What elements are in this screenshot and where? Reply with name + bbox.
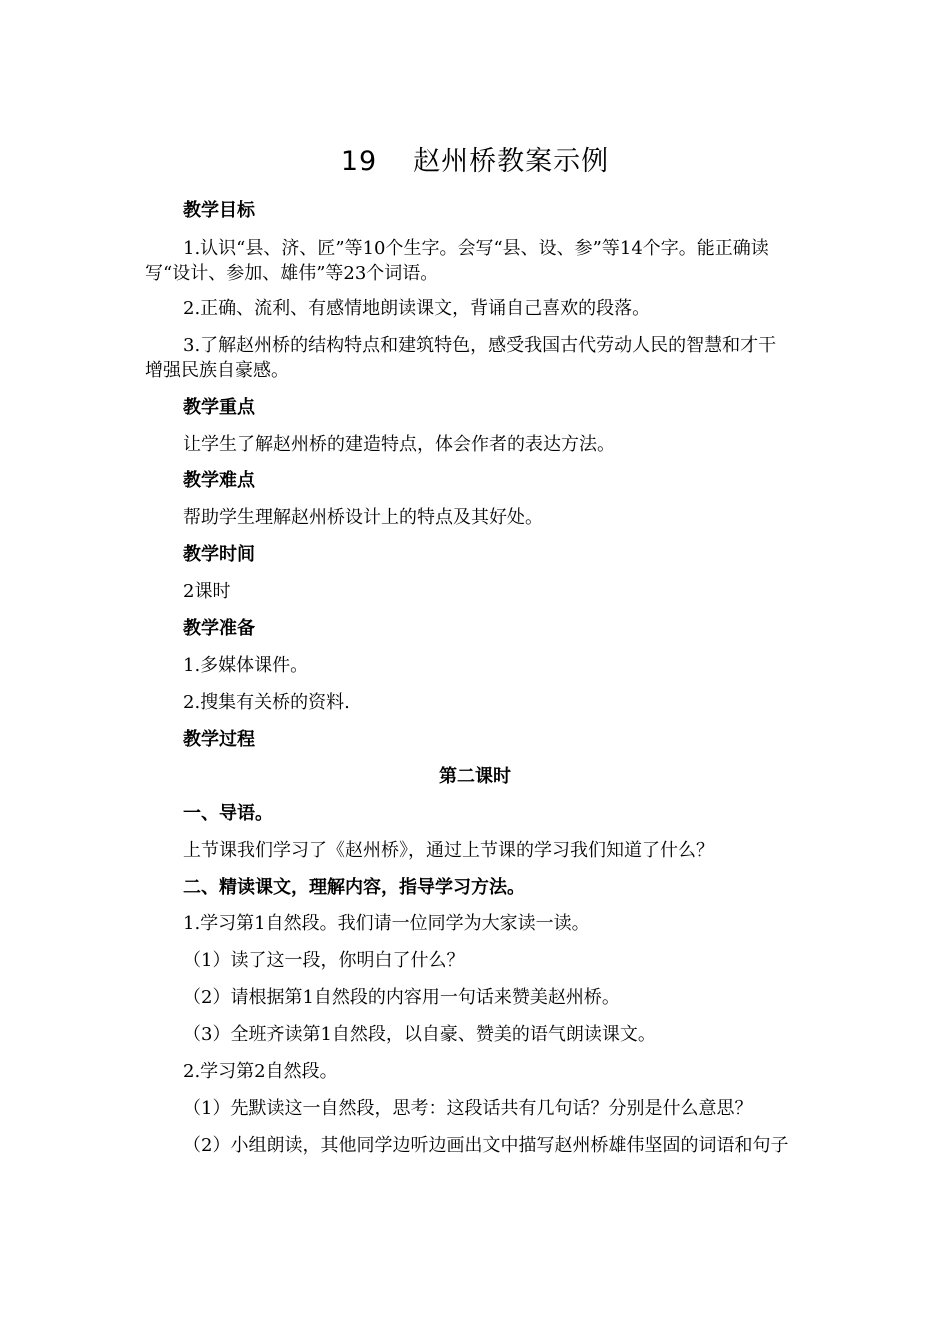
time-heading: 教学时间	[183, 544, 255, 565]
title-text: 赵州桥教案示例	[413, 146, 610, 177]
section-2-heading: 二、精读课文，理解内容，指导学习方法。	[183, 877, 525, 898]
lesson-heading: 第二课时	[439, 766, 511, 787]
step-1-question-1: （1）读了这一段，你明白了什么？	[183, 950, 465, 971]
step-1-question-2: （2）请根据第1自然段的内容用一句话来赞美赵州桥。	[183, 987, 620, 1008]
step-1: 1.学习第1自然段。我们请一位同学为大家读一读。	[183, 913, 590, 934]
difficulty-text: 帮助学生理解赵州桥设计上的特点及其好处。	[183, 507, 543, 528]
objectives-heading: 教学目标	[183, 200, 255, 221]
time-text: 2课时	[183, 581, 231, 602]
step-2: 2.学习第2自然段。	[183, 1061, 338, 1082]
objective-1-line-1: 1.认识“县、济、匠”等10个生字。会写“县、设、参”等14个字。能正确读	[183, 238, 769, 259]
objective-3-line-1: 3.了解赵州桥的结构特点和建筑特色，感受我国古代劳动人民的智慧和才干	[183, 335, 777, 356]
step-2-question-2: （2）小组朗读，其他同学边听边画出文中描写赵州桥雄伟坚固的词语和句子	[183, 1135, 789, 1156]
lesson-number: 19	[340, 146, 378, 177]
preparation-item-1: 1.多媒体课件。	[183, 655, 309, 676]
section-1-text: 上节课我们学习了《赵州桥》，通过上节课的学习我们知道了什么？	[183, 840, 714, 861]
process-heading: 教学过程	[183, 729, 255, 750]
preparation-item-2: 2.搜集有关桥的资料.	[183, 692, 350, 713]
step-1-question-3: （3）全班齐读第1自然段，以自豪、赞美的语气朗读课文。	[183, 1024, 656, 1045]
objective-1-line-2: 写“设计、参加、雄伟”等23个词语。	[145, 263, 439, 284]
difficulty-heading: 教学难点	[183, 470, 255, 491]
objective-3-line-2: 增强民族自豪感。	[145, 360, 289, 381]
document-title	[0, 142, 950, 182]
preparation-heading: 教学准备	[183, 618, 255, 639]
key-points-heading: 教学重点	[183, 397, 255, 418]
key-points-text: 让学生了解赵州桥的建造特点，体会作者的表达方法。	[183, 434, 615, 455]
step-2-question-1: （1）先默读这一自然段，思考：这段话共有几句话？分别是什么意思？	[183, 1098, 753, 1119]
objective-2: 2.正确、流利、有感情地朗读课文，背诵自己喜欢的段落。	[183, 298, 651, 319]
section-1-heading: 一、导语。	[183, 803, 273, 824]
